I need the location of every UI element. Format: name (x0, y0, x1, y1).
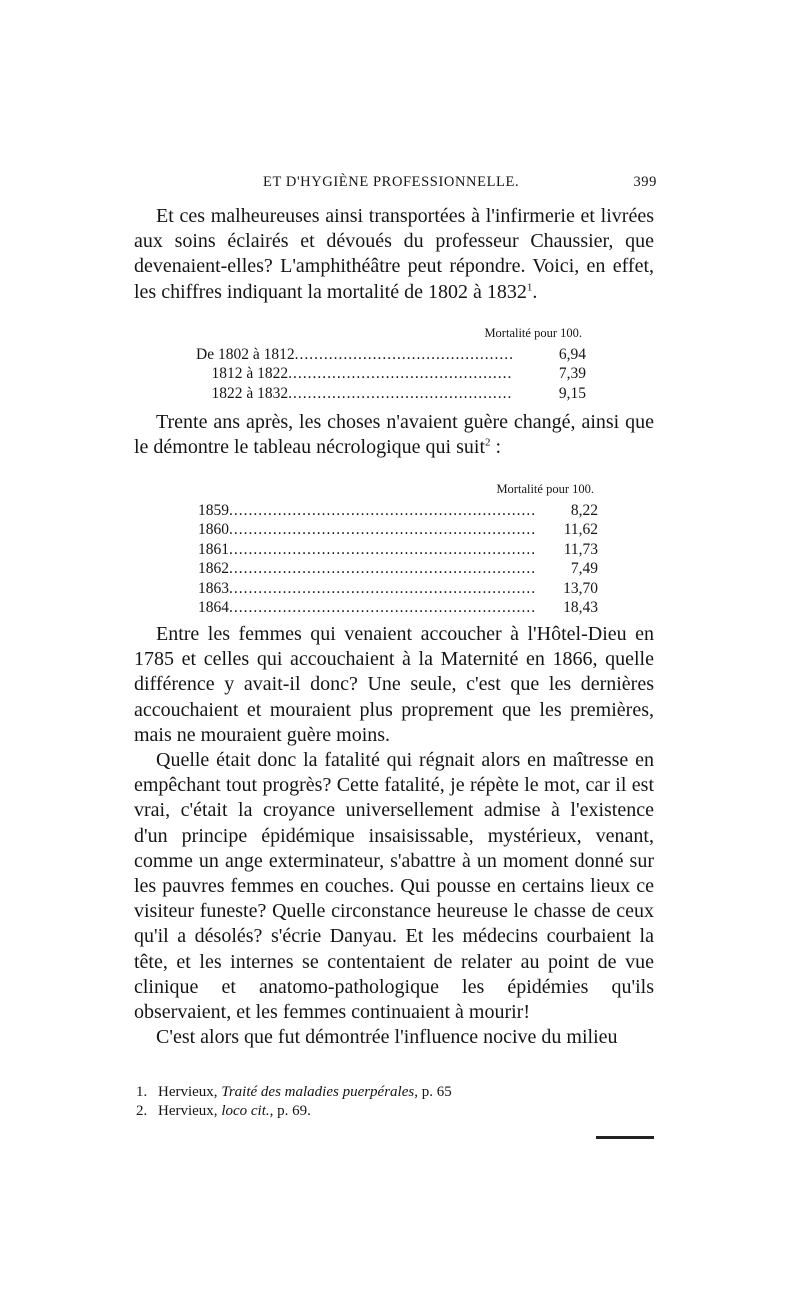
paragraph-1-end: . (532, 280, 538, 303)
paragraph-3: Entre les femmes qui venaient accoucher à l'Hôtel-Dieu en 1785 et celles qui accouchaient à la Maternité en 1866, quelle différence y avait-il donc? Une seule, c'est que les dernières accouchaient et mouraient plus proprement que les premières, mais ne mouraient guère moins. (134, 623, 654, 746)
footnote-number: 2. (136, 1103, 148, 1119)
table-row-label: 1864 (198, 599, 229, 616)
footnotes (136, 1083, 656, 1121)
leader-dots (295, 345, 512, 365)
table-row-label: 1822 à 1832 (196, 384, 289, 402)
paragraph-1-text: Et ces malheureuses ainsi transportées à l'infirmerie et livrées aux soins éclairés et dévoués du professeur Chaussier, que devenaient-elles? L'amphithéâtre peut répondre. Voici, en effet, les chiffres indiquant la mortalité de 1802 à 1832 (134, 205, 654, 303)
table-row-label: 1863 (198, 579, 229, 597)
leader-dots (229, 501, 536, 521)
leader-dots (288, 384, 512, 404)
table-row-value: 13,70 (563, 579, 598, 597)
footnote-ref-1: 1 (526, 280, 533, 293)
table-row-label: 1862 (198, 560, 229, 577)
footnote-2 (136, 1102, 656, 1121)
leader-dots (229, 579, 536, 599)
table-row (198, 579, 598, 599)
footnote-author: Hervieux, (158, 1103, 222, 1119)
table-row (196, 384, 586, 404)
table-row-label: 1860 (198, 521, 229, 538)
footnote-title: loco cit. (221, 1103, 270, 1119)
footnote-rest: , p. 65 (414, 1084, 452, 1100)
table-row (198, 501, 598, 521)
footnote-1 (136, 1083, 656, 1102)
table-row-value: 7,49 (570, 560, 598, 577)
table-row (198, 540, 598, 560)
table-row-label: 1812 à 1822 (196, 365, 289, 382)
paragraph-2-end: : (490, 436, 502, 459)
table-row-value: 7,39 (558, 365, 586, 382)
table-2-header: Mortalité pour 100. (496, 482, 594, 496)
table-row-label: De 1802 à 1812 (196, 345, 295, 363)
footnote-ref-2: 2 (485, 436, 491, 449)
footnote-rest: , p. 69. (269, 1103, 311, 1119)
table-row (198, 559, 598, 579)
table-row-value: 11,62 (563, 521, 598, 538)
leader-dots (229, 598, 536, 618)
leader-dots (229, 520, 536, 540)
leader-dots (229, 559, 536, 579)
table-row-label: 1861 (198, 540, 229, 558)
footnote-end-rule (596, 1136, 654, 1139)
leader-dots (229, 540, 536, 560)
leader-dots (288, 364, 512, 384)
footnote-title: Traité des maladies puerpérales (221, 1084, 415, 1100)
paragraph-2-text: Trente ans après, les choses n'avaient guère changé, ainsi que le démontre le tableau nécrologique qui suit (134, 411, 654, 459)
paragraph-1 (134, 204, 654, 305)
table-1-header: Mortalité pour 100. (484, 326, 582, 340)
table-row-value: 9,15 (558, 384, 586, 402)
body-text-continued (134, 622, 654, 1050)
footnote-number: 1. (136, 1084, 148, 1100)
running-title: ET D'HYGIÈNE PROFESSIONNELLE. (263, 174, 520, 190)
table-row (196, 364, 586, 384)
paragraph-4: Quelle était donc la fatalité qui régnait alors en maîtresse en empêchant tout progrès? Cette fatalité, je répète le mot, car il est vrai, c'était la croyance universellement admise à l'existence d'un principe épidémique insaisissable, mystérieux, venant, comme un ange exterminateur, s'abattre à un moment donné sur les pauvres femmes en couches. Qui pousse en certains lieux ce visiteur funeste? Quelle circonstance heureuse le chasse de ceux qu'il a désolés? s'écrie Danyau. Et les médecins courbaient la tête, et les internes se contentaient de relater au point de vue clinique et anatomo-pathologique les épidémies qu'ils observaient, et les femmes continuaient à mourir! (134, 749, 654, 1024)
paragraph-2 (134, 410, 654, 460)
page-number: 399 (633, 174, 657, 190)
paragraph-5: C'est alors que fut démontrée l'influence nocive du milieu (156, 1026, 618, 1049)
table-row-value: 18,43 (563, 599, 598, 616)
mortality-table-1859-1864 (198, 480, 598, 618)
footnote-author: Hervieux, (158, 1084, 222, 1100)
table-row (198, 598, 598, 618)
table-row (198, 520, 598, 540)
table-row (196, 345, 586, 365)
table-row-label: 1859 (198, 501, 229, 519)
mortality-table-1802-1832 (196, 324, 586, 403)
table-row-value: 8,22 (570, 501, 598, 519)
table-row-value: 11,73 (563, 540, 598, 558)
table-row-value: 6,94 (558, 345, 586, 363)
